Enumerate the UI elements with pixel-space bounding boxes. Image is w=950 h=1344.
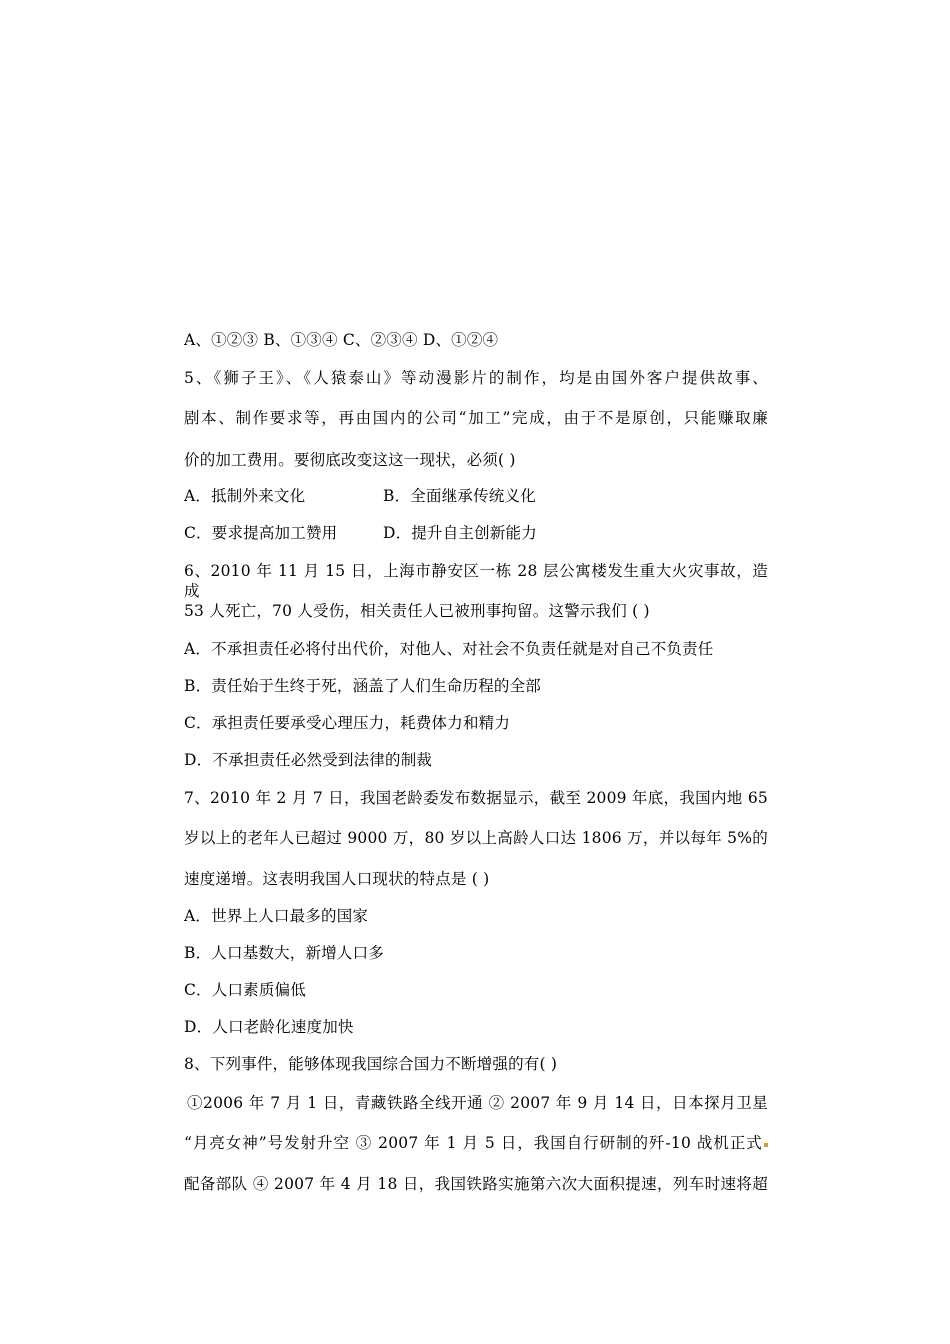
q7-option-b: B．人口基数大，新增人口多 xyxy=(184,944,384,962)
q5-stem-line-3: 价的加工费用。要彻底改变这这一现状，必须( ) xyxy=(184,451,516,469)
q6-option-b: B．责任始于生终于死，涵盖了人们生命历程的全部 xyxy=(184,677,541,695)
q5-stem-line-2: 剧本、制作要求等，再由国内的公司“加工”完成，由于不是原创，只能赚取廉 xyxy=(184,409,768,427)
q6-stem-line-2: 53 人死亡，70 人受伤，相关责任人已被刑事拘留。这警示我们 ( ) xyxy=(184,602,650,620)
q7-option-d: D．人口老龄化速度加快 xyxy=(184,1018,354,1036)
q7-option-c: C．人口素质偏低 xyxy=(184,981,306,999)
q5-option-c: C．要求提高加工赞用 xyxy=(184,524,338,542)
q5-option-d: D．提升自主创新能力 xyxy=(383,524,537,542)
q5-option-b: B．全面继承传统义化 xyxy=(383,487,536,505)
q8-body-line-2: “月亮女神”号发射升空 ③ 2007 年 1 月 5 日，我国自行研制的歼-10 战机正式 xyxy=(184,1134,762,1152)
q4-options: A、①②③ B、①③④ C、②③④ D、①②④ xyxy=(184,331,499,349)
q7-stem-line-3: 速度递增。这表明我国人口现状的特点是 ( ) xyxy=(184,870,490,888)
q6-option-d: D．不承担责任必然受到法律的制裁 xyxy=(184,751,433,769)
q6-stem-line-1: 6、2010 年 11 月 15 日，上海市静安区一栋 28 层公寓楼发生重大火灾事故，造成 xyxy=(184,562,768,600)
q8-stem: 8、下列事件，能够体现我国综合国力不断增强的有( ) xyxy=(184,1055,558,1073)
page-corner-mark xyxy=(764,1143,768,1147)
q8-body-line-1: ①2006 年 7 月 1 日，青藏铁路全线开通 ② 2007 年 9 月 14 日，日本探月卫星 xyxy=(187,1094,768,1112)
q6-option-a: A．不承担责任必将付出代价，对他人、对社会不负责任就是对自己不负责任 xyxy=(184,640,714,658)
q7-option-a: A．世界上人口最多的国家 xyxy=(184,907,369,925)
q5-stem-line-1: 5、《狮子王》、《人猿泰山》等动漫影片的制作，均是由国外客户提供故事、 xyxy=(184,369,768,387)
q7-stem-line-2: 岁以上的老年人已超过 9000 万，80 岁以上高龄人口达 1806 万，并以每年 5%的 xyxy=(184,829,768,847)
q7-stem-line-1: 7、2010 年 2 月 7 日，我国老龄委发布数据显示，截至 2009 年底，我国内地 65 xyxy=(184,789,768,807)
q8-body-line-3: 配备部队 ④ 2007 年 4 月 18 日，我国铁路实施第六次大面积提速，列车时速将超 xyxy=(184,1175,768,1193)
q5-option-a: A．抵制外来文化 xyxy=(184,487,306,505)
q6-option-c: C．承担责任要承受心理压力，耗费体力和精力 xyxy=(184,714,511,732)
